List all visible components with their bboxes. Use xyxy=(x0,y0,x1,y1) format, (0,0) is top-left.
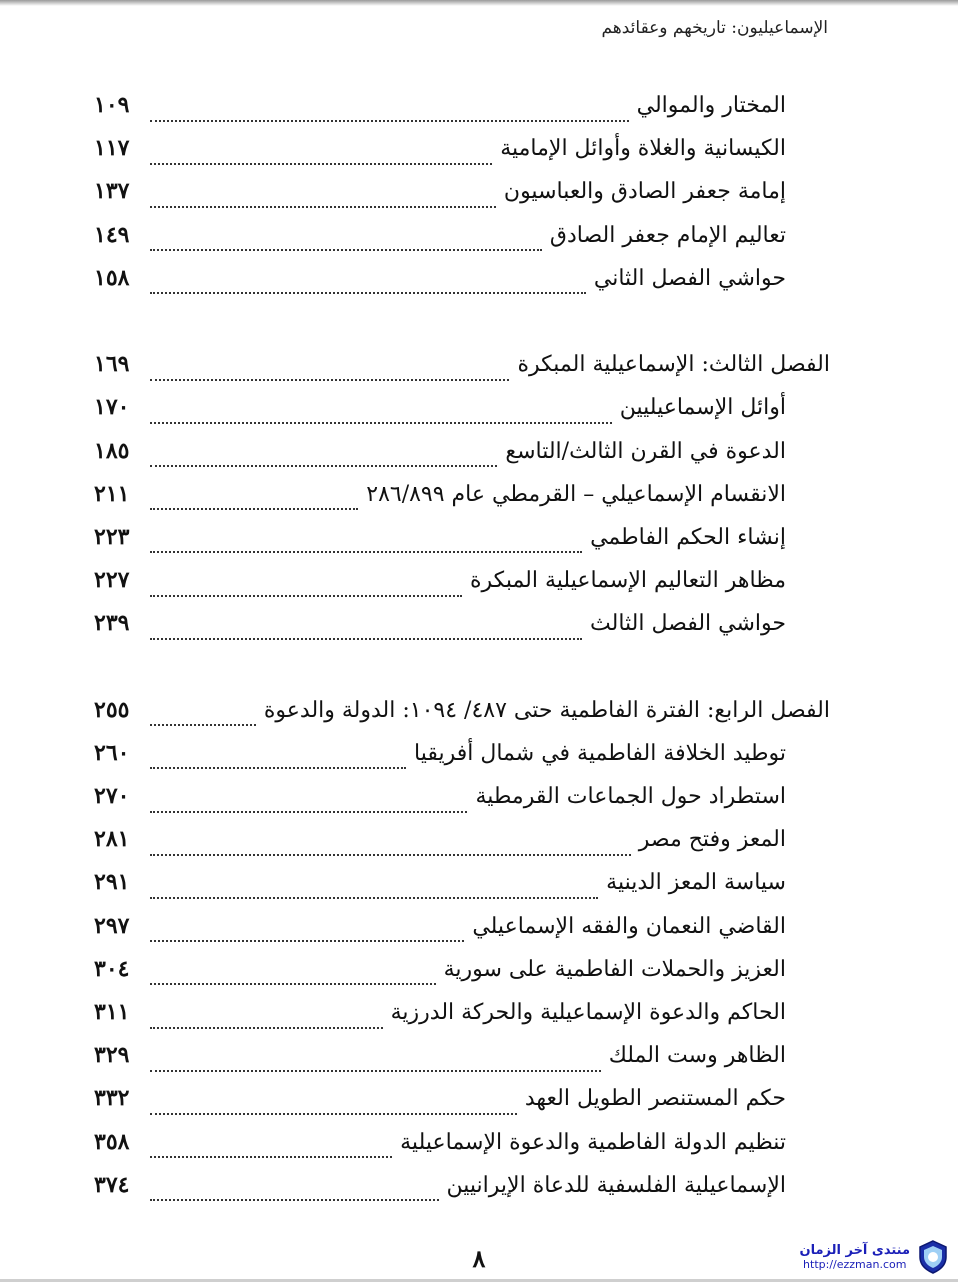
toc-title: الظاهر وست الملك xyxy=(608,1043,786,1069)
toc-title: الحاكم والدعوة الإسماعيلية والحركة الدرزية xyxy=(390,999,786,1025)
toc-entry xyxy=(94,999,830,1042)
toc-entry xyxy=(94,783,830,826)
toc-entry xyxy=(94,610,830,653)
toc-page-number: ٣٧٤ xyxy=(94,1171,130,1198)
toc-title: الإسماعيلية الفلسفية للدعاة الإيرانيين xyxy=(446,1172,786,1198)
toc-leader-dots xyxy=(150,809,467,813)
toc-page-number: ٣٢٩ xyxy=(94,1042,130,1069)
toc-leader-dots xyxy=(150,204,496,208)
toc-title: سياسة المعز الدينية xyxy=(606,870,786,896)
toc-entry xyxy=(94,1172,830,1215)
toc-entry xyxy=(94,135,830,178)
toc-entry xyxy=(94,438,830,481)
toc-title: الفصل الثالث: الإسماعيلية المبكرة xyxy=(517,352,830,378)
toc-title: المختار والموالي xyxy=(636,93,786,118)
toc-title: القاضي النعمان والفقه الإسماعيلي xyxy=(472,913,786,939)
toc-title: المعز وفتح مصر xyxy=(638,827,786,853)
toc-page-number: ٢٦٠ xyxy=(94,739,130,766)
toc-page-number: ٣١١ xyxy=(94,998,130,1025)
toc-leader-dots xyxy=(150,1154,392,1158)
toc-title: الدعوة في القرن الثالث/التاسع xyxy=(505,438,786,464)
toc-title: حكم المستنصر الطويل العهد xyxy=(524,1086,786,1112)
toc-entry xyxy=(94,481,830,524)
toc-page-number: ١٨٥ xyxy=(94,437,130,464)
toc-entry xyxy=(94,740,830,783)
shield-logo-icon xyxy=(918,1240,948,1274)
toc-leader-dots xyxy=(150,636,582,640)
toc-leader-dots xyxy=(150,506,358,510)
toc-title: أوائل الإسماعيليين xyxy=(619,395,786,421)
toc-chapter-entry xyxy=(94,351,830,394)
toc-title: الانقسام الإسماعيلي – القرمطي عام ٢٨٦/٨٩٩ xyxy=(366,481,786,507)
toc-title: توطيد الخلافة الفاطمية في شمال أفريقيا xyxy=(414,740,786,766)
toc-entry xyxy=(94,524,830,567)
toc-entry xyxy=(94,1129,830,1172)
toc-title: تنظيم الدولة الفاطمية والدعوة الإسماعيلية xyxy=(400,1129,786,1155)
running-header: الإسماعيليون: تاريخهم وعقائدهم xyxy=(601,18,828,38)
toc-page-number: ١١٧ xyxy=(94,135,130,162)
toc-leader-dots xyxy=(150,1068,601,1072)
toc-title: العزيز والحملات الفاطمية على سورية xyxy=(443,956,786,982)
toc-title: الفصل الرابع: الفترة الفاطمية حتى ٤٨٧/ ١٠٩٤: الدولة والدعوة xyxy=(263,697,830,723)
toc-title: إمامة جعفر الصادق والعباسيون xyxy=(503,179,786,205)
table-of-contents xyxy=(94,92,830,1215)
toc-entry xyxy=(94,1042,830,1085)
toc-leader-dots xyxy=(150,722,256,726)
toc-page-number: ٢١١ xyxy=(94,480,130,507)
toc-title: حواشي الفصل الثالث xyxy=(590,611,786,637)
watermark-text xyxy=(800,1243,911,1271)
toc-leader-dots xyxy=(150,161,492,165)
toc-leader-dots xyxy=(150,1197,439,1201)
watermark-site-name: منتدى آخر الزمان xyxy=(799,1243,910,1258)
toc-title: مظاهر التعاليم الإسماعيلية المبكرة xyxy=(470,568,786,594)
toc-entry xyxy=(94,826,830,869)
toc-entry xyxy=(94,913,830,956)
toc-entry xyxy=(94,1085,830,1128)
toc-leader-dots xyxy=(150,290,586,294)
toc-page-number: ١٥٨ xyxy=(94,264,130,291)
toc-page-number: ٢٧٠ xyxy=(94,783,130,809)
toc-leader-dots xyxy=(150,981,436,985)
toc-page-number: ١٧٠ xyxy=(94,394,130,421)
toc-leader-dots xyxy=(150,938,464,942)
toc-leader-dots xyxy=(150,463,497,467)
toc-leader-dots xyxy=(150,247,542,251)
toc-page-number: ٢٢٣ xyxy=(94,523,130,550)
toc-leader-dots xyxy=(150,593,462,597)
toc-page-number: ٢٣٩ xyxy=(94,610,130,637)
toc-leader-dots xyxy=(150,1025,383,1029)
toc-page-number: ١٣٧ xyxy=(94,178,130,205)
toc-page-number: ٢٨١ xyxy=(94,826,130,853)
toc-leader-dots xyxy=(150,549,582,553)
site-watermark xyxy=(800,1240,949,1274)
section-gap xyxy=(94,653,830,696)
toc-page-number: ٢٩٧ xyxy=(94,912,130,939)
toc-title: تعاليم الإمام جعفر الصادق xyxy=(549,222,786,248)
page-number: ٨ xyxy=(472,1244,486,1273)
toc-title: الكيسانية والغلاة وأوائل الإمامية xyxy=(500,136,786,162)
toc-page-number: ٢٥٥ xyxy=(94,696,130,723)
top-edge-shadow xyxy=(0,0,958,6)
toc-entry xyxy=(94,178,830,221)
toc-leader-dots xyxy=(150,895,598,899)
toc-leader-dots xyxy=(150,420,612,424)
toc-page-number: ١٤٩ xyxy=(94,221,130,248)
toc-entry xyxy=(94,265,830,308)
toc-leader-dots xyxy=(150,118,629,122)
toc-page-number: ٣٣٢ xyxy=(94,1085,130,1112)
toc-title: إنشاء الحكم الفاطمي xyxy=(590,524,786,550)
toc-entry xyxy=(94,956,830,999)
toc-title: استطراد حول الجماعات القرمطية xyxy=(475,784,786,809)
toc-entry xyxy=(94,222,830,265)
watermark-url[interactable]: http://ezzman.com xyxy=(803,1258,907,1271)
toc-entry xyxy=(94,394,830,437)
toc-chapter-entry xyxy=(94,697,830,740)
toc-page-number: ٢٩١ xyxy=(94,869,130,896)
toc-leader-dots xyxy=(150,852,631,856)
toc-entry xyxy=(94,92,830,135)
toc-page-number: ٢٢٧ xyxy=(94,567,130,594)
toc-entry xyxy=(94,567,830,610)
toc-leader-dots xyxy=(150,377,509,381)
toc-leader-dots xyxy=(150,1111,517,1115)
toc-entry xyxy=(94,869,830,912)
section-gap xyxy=(94,308,830,351)
toc-title: حواشي الفصل الثاني xyxy=(593,265,786,291)
toc-page-number: ١٠٩ xyxy=(94,92,130,118)
toc-leader-dots xyxy=(150,765,406,769)
toc-page-number: ٣٥٨ xyxy=(94,1128,130,1155)
toc-page-number: ٣٠٤ xyxy=(94,955,130,982)
toc-page-number: ١٦٩ xyxy=(94,351,130,378)
